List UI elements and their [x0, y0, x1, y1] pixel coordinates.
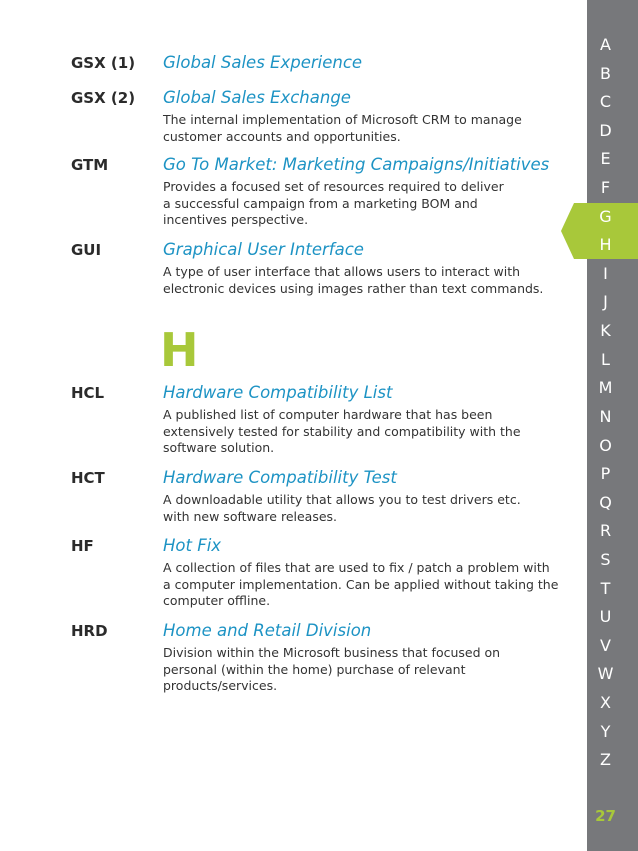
- index-letter-b[interactable]: B: [600, 64, 611, 83]
- index-letter-l[interactable]: L: [601, 350, 610, 369]
- entry-abbreviation: HF: [71, 537, 94, 555]
- description-line: A downloadable utility that allows you to test drivers etc.: [163, 492, 521, 507]
- description-line: A collection of files that are used to fix / patch a problem with: [163, 560, 550, 575]
- entry-description: [163, 179, 573, 229]
- index-letter-j[interactable]: J: [603, 292, 608, 311]
- index-letter-y[interactable]: Y: [600, 722, 611, 741]
- entry-term: Hardware Compatibility Test: [163, 468, 397, 487]
- index-letter-m[interactable]: M: [598, 378, 613, 397]
- description-line: A type of user interface that allows users to interact with: [163, 264, 521, 279]
- entry-term: Hot Fix: [163, 536, 222, 555]
- index-letter-o[interactable]: O: [599, 436, 612, 455]
- description-line: products/services.: [163, 678, 278, 693]
- index-letter-x[interactable]: X: [600, 693, 611, 712]
- section-heading-letter: H: [160, 323, 199, 377]
- index-letter-v[interactable]: V: [600, 636, 611, 655]
- page-number: 27: [595, 807, 616, 825]
- description-line: extensively tested for stability and compatibility with the: [163, 423, 521, 439]
- index-letter-p[interactable]: P: [600, 464, 611, 483]
- description-line: a computer implementation. Can be applied without taking the: [163, 576, 559, 592]
- index-letter-d[interactable]: D: [599, 121, 612, 140]
- entry-abbreviation: GSX (2): [71, 89, 136, 107]
- index-letter-z[interactable]: Z: [600, 750, 611, 769]
- description-line: personal (within the home) purchase of relevant: [163, 661, 466, 677]
- index-letter-w[interactable]: W: [597, 664, 614, 683]
- entry-abbreviation: HRD: [71, 622, 108, 640]
- entry-term: Go To Market: Marketing Campaigns/Initiatives: [163, 155, 550, 174]
- index-letter-e[interactable]: E: [600, 149, 611, 168]
- entry-abbreviation: GUI: [71, 241, 102, 259]
- index-letter-k[interactable]: K: [600, 321, 611, 340]
- description-line: incentives perspective.: [163, 212, 309, 227]
- description-line: customer accounts and opportunities.: [163, 128, 401, 144]
- description-line: A published list of computer hardware that has been: [163, 407, 493, 422]
- entry-description: [163, 112, 573, 145]
- entry-term: Graphical User Interface: [163, 240, 364, 259]
- alphabet-index-sidebar: [587, 0, 638, 851]
- description-line: Provides a focused set of resources required to deliver: [163, 179, 504, 194]
- entry-term: Hardware Compatibility List: [163, 383, 393, 402]
- index-letter-a[interactable]: A: [600, 35, 611, 54]
- entry-description: [163, 560, 573, 610]
- index-letter-i[interactable]: I: [603, 264, 608, 283]
- index-letter-r[interactable]: R: [599, 521, 612, 540]
- entry-term: Global Sales Exchange: [163, 88, 351, 107]
- entry-term: Global Sales Experience: [163, 53, 363, 72]
- description-line: computer offline.: [163, 593, 271, 608]
- entry-term: Home and Retail Division: [163, 621, 372, 640]
- description-line: software solution.: [163, 440, 275, 455]
- entry-description: [163, 492, 573, 525]
- index-letter-f[interactable]: F: [600, 178, 611, 197]
- description-line: electronic devices using images rather than text commands.: [163, 280, 544, 296]
- description-line: The internal implementation of Microsoft CRM to manage: [163, 112, 522, 127]
- index-letter-t[interactable]: T: [600, 579, 611, 598]
- index-letter-n[interactable]: N: [599, 407, 612, 426]
- index-letter-h[interactable]: H: [599, 235, 612, 254]
- entry-description: [163, 645, 573, 695]
- description-line: a successful campaign from a marketing BOM and: [163, 195, 478, 211]
- description-line: with new software releases.: [163, 508, 338, 524]
- entry-abbreviation: GSX (1): [71, 54, 136, 72]
- entry-description: [163, 407, 573, 457]
- active-letter-pointer: [561, 203, 574, 259]
- entry-abbreviation: GTM: [71, 156, 109, 174]
- index-letter-s[interactable]: S: [600, 550, 611, 569]
- index-letter-g[interactable]: G: [599, 207, 612, 226]
- entry-abbreviation: HCL: [71, 384, 105, 402]
- description-line: Division within the Microsoft business that focused on: [163, 645, 501, 660]
- index-letter-q[interactable]: Q: [599, 493, 612, 512]
- index-letter-u[interactable]: U: [599, 607, 612, 626]
- index-letter-c[interactable]: C: [599, 92, 612, 111]
- entry-abbreviation: HCT: [71, 469, 105, 487]
- entry-description: [163, 264, 573, 297]
